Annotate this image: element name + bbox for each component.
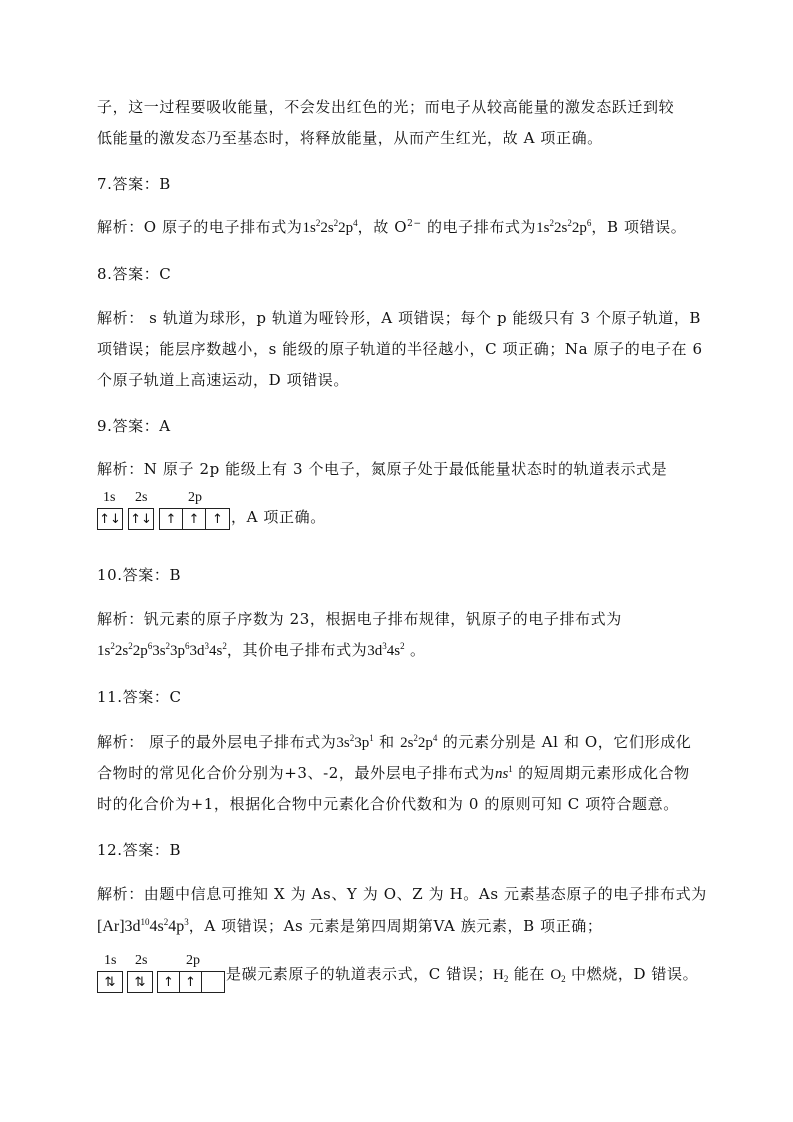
orbital-cell: ↑↓ (130, 511, 152, 527)
orbital-cell: ↑ (160, 509, 183, 529)
answer-12-analysis-2: $[Ar]3d^{10}4s^24p^3$，A 项错误；As 元素是第四周期第VA 族元素，B 项正确； (97, 917, 603, 935)
nitrogen-orbital-diagram (97, 490, 397, 530)
answer-7-analysis: 解析：O 原子的电子排布式为$1s^22s^22p^4$，故 $O^{2-}$ 的电子排布式为$1s^22s^22p^6$，B 项错误。 (97, 218, 687, 236)
answer-11-analysis-2: 合物时的常见化合价分别为+3、-2，最外层电子排布式为$ns^1$ 的短周期元素形成化合物 (97, 764, 690, 782)
answer-11-heading: 11.答案：C (97, 688, 182, 706)
answer-9-conclusion: ，A 项正确。 (231, 508, 326, 526)
orbital-cell: ↑ (183, 509, 206, 529)
orbital-label-2p: 2p (186, 953, 200, 968)
orbital-label-1s: 1s (103, 490, 116, 505)
answer-12-analysis-3: 是碳元素原子的轨道表示式，C 错误；$H_2$ 能在 $O_2$ 中燃烧，D 错误。 (226, 965, 699, 984)
answer-8-analysis-2: 项错误；能层序数越小，s 能级的原子轨道的半径越小，C 项正确；Na 原子的电子在 6 (97, 340, 703, 358)
orbital-cell: ↑↓ (99, 511, 121, 527)
orbital-box-1s (97, 971, 123, 993)
orbital-label-1s: 1s (104, 953, 117, 968)
orbital-cell: ↑ (158, 972, 180, 992)
answer-8-analysis-3: 个原子轨道上高速运动，D 项错误。 (97, 371, 349, 389)
orbital-cell (202, 972, 224, 992)
orbital-label-2s: 2s (135, 490, 148, 505)
orbital-label-2p: 2p (188, 490, 202, 505)
answer-8-analysis-1: 解析： s 轨道为球形，p 轨道为哑铃形，A 项错误；每个 p 能级只有 3 个原子轨道，B (97, 309, 702, 327)
text-line: 子，这一过程要吸收能量，不会发出红色的光；而电子从较高能量的激发态跃迁到较 (97, 98, 675, 116)
orbital-cell: ↑ (180, 972, 202, 992)
orbital-box-2p (157, 971, 225, 993)
answer-11-analysis-1: 解析： 原子的最外层电子排布式为$3s^23p^1$ 和 $2s^22p^4$ 的元素分别是 Al 和 O，它们形成化 (97, 733, 692, 751)
orbital-cell: ⇅ (104, 974, 116, 990)
orbital-box-2s (127, 971, 153, 993)
orbital-box-2p (159, 508, 230, 530)
answer-12-heading: 12.答案：B (97, 841, 182, 859)
orbital-cell: ↑ (212, 511, 223, 527)
answer-9-heading: 9.答案：A (97, 417, 171, 435)
answer-9-analysis: 解析：N 原子 2p 能级上有 3 个电子，氮原子处于最低能量状态时的轨道表示式是 (97, 460, 668, 478)
text-line: 低能量的激发态乃至基态时，将释放能量，从而产生红光，故 A 项正确。 (97, 129, 603, 147)
orbital-box-1s (97, 508, 123, 530)
carbon-orbital-diagram (97, 953, 697, 993)
answer-7-heading: 7.答案：B (97, 175, 171, 193)
orbital-box-2s (128, 508, 154, 530)
answer-10-analysis-2: $1s^22s^22p^63s^23p^63d^34s^2$，其价电子排布式为$3d^34s^2$ 。 (97, 641, 426, 659)
answer-8-heading: 8.答案：C (97, 265, 172, 283)
orbital-cell: ⇅ (134, 974, 146, 990)
answer-10-analysis-1: 解析：钒元素的原子序数为 23，根据电子排布规律，钒原子的电子排布式为 (97, 610, 622, 628)
answer-10-heading: 10.答案：B (97, 566, 182, 584)
answer-11-analysis-3: 时的化合价为+1，根据化合物中元素化合价代数和为 0 的原则可知 C 项符合题意。 (97, 795, 679, 813)
orbital-label-2s: 2s (135, 953, 148, 968)
answer-12-analysis-1: 解析：由题中信息可推知 X 为 As、Y 为 O、Z 为 H。As 元素基态原子的电子排布式为 (97, 885, 707, 903)
